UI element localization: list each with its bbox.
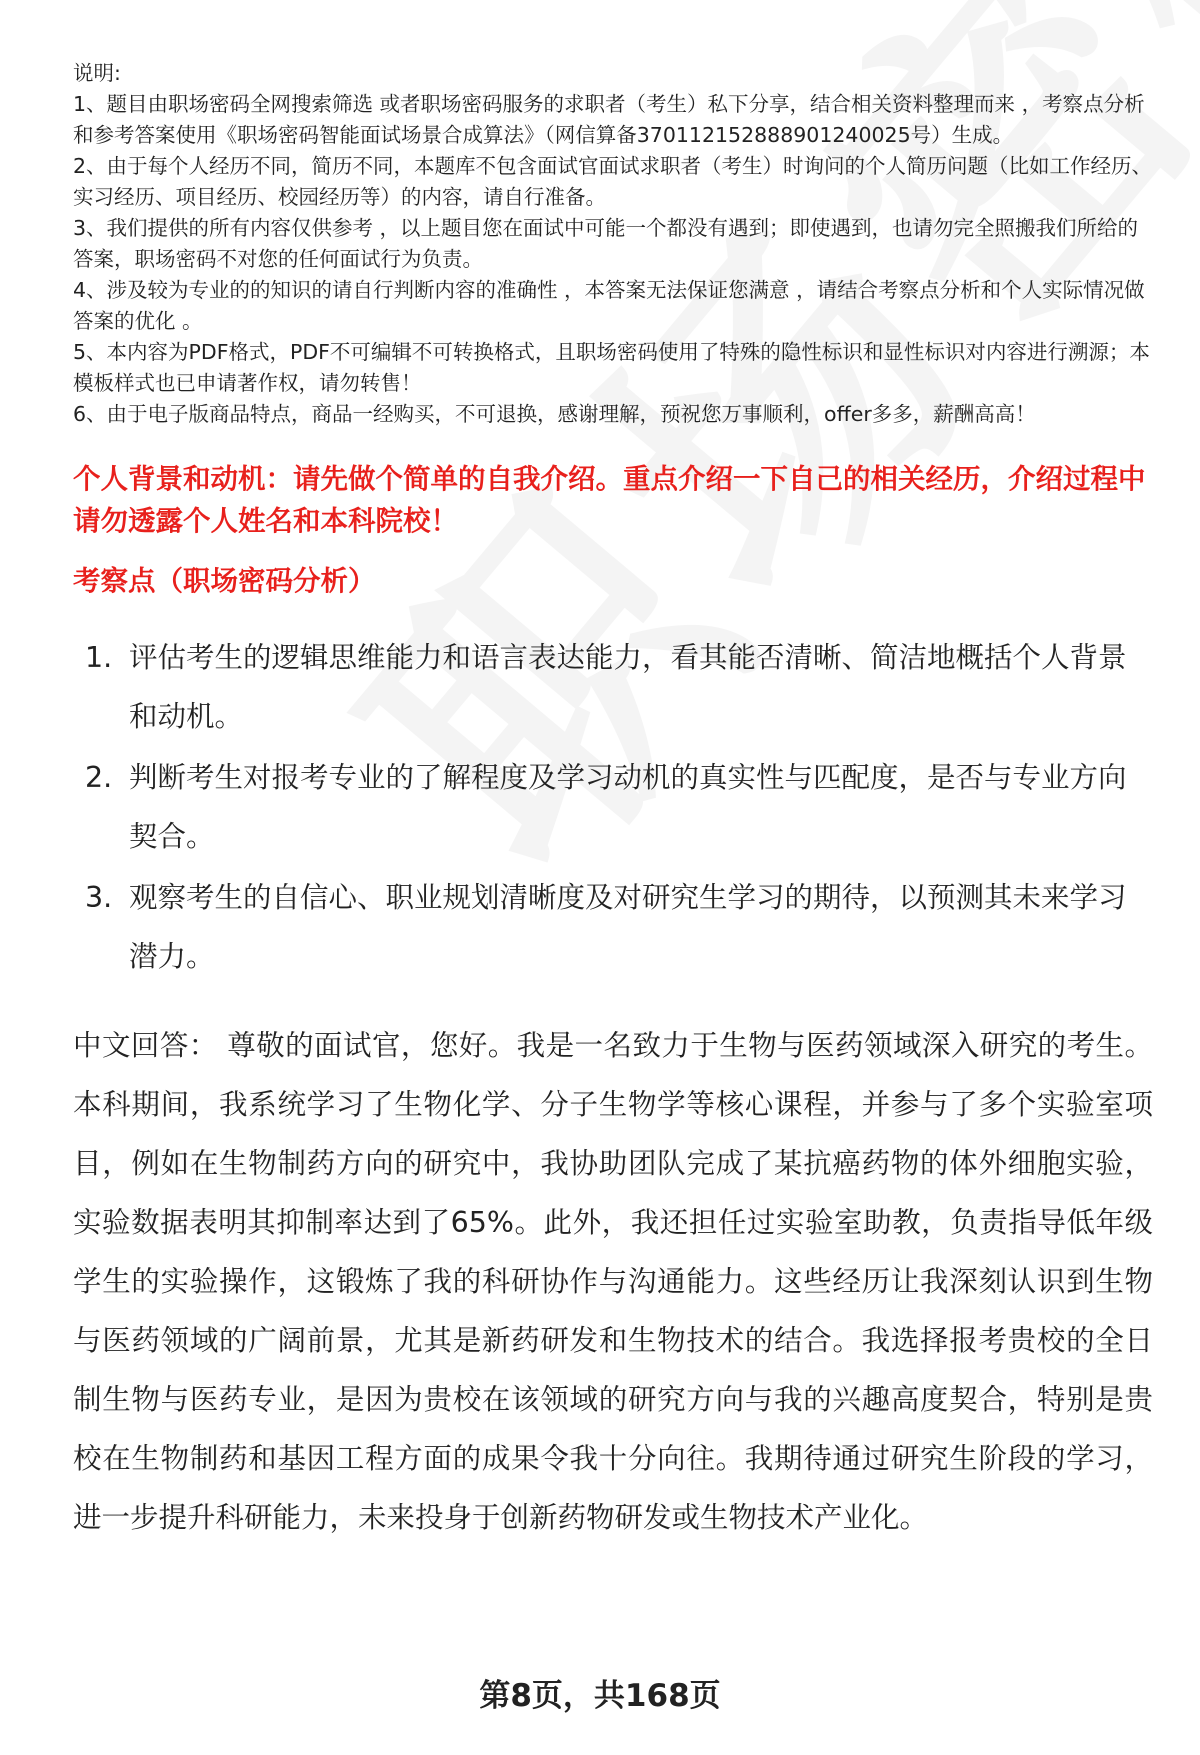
point-number: 1. [85, 641, 113, 674]
point-text: 判断考生对报考专业的了解程度及学习动机的真实性与匹配度，是否与专业方向契合。 [129, 761, 1127, 853]
analysis-points [73, 628, 1153, 986]
notes-section [73, 58, 1153, 430]
note-item: 2、由于每个人经历不同，简历不同，本题库不包含面试官面试求职者（考生）时询问的个人简历问题（比如工作经历、实习经历、项目经历、校园经历等）的内容，请自行准备。 [73, 154, 1153, 209]
point-number: 3. [85, 881, 113, 914]
analysis-title: 考察点（职场密码分析） [73, 565, 376, 597]
note-item: 1、题目由职场密码全网搜索筛选 或者职场密码服务的求职者（考生）私下分享，结合相关资料整理而来 ，考察点分析和参考答案使用《职场密码智能面试场景合成算法》（网信算备370112152888901240025号）生成。 [73, 92, 1145, 147]
analysis-point [73, 748, 1153, 866]
note-item: 5、本内容为PDF格式，PDF不可编辑不可转换格式，且职场密码使用了特殊的隐性标识和显性标识对内容进行溯源；本模板样式也已申请著作权，请勿转售！ [73, 340, 1150, 395]
analysis-point [73, 868, 1153, 986]
notes-title: 说明: [73, 61, 121, 85]
note-item: 3、我们提供的所有内容仅供参考 ，以上题目您在面试中可能一个都没有遇到；即使遇到，也请勿完全照搬我们所给的答案，职场密码不对您的任何面试行为负责。 [73, 216, 1139, 271]
answer-text: 中文回答： 尊敬的面试官，您好。我是一名致力于生物与医药领域深入研究的考生。本科期间，我系统学习了生物化学、分子生物学等核心课程，并参与了多个实验室项目，例如在生物制药方向的研究中，我协助团队完成了某抗癌药物的体外细胞实验，实验数据表明其抑制率达到了65%。此外，我还担任过实验室助教，负责指导低年级学生的实验操作，这锻炼了我的科研协作与沟通能力。这些经历让我深刻认识到生物与医药领域的广阔前景，尤其是新药研发和生物技术的结合。我选择报考贵校的全日制生物与医药专业，是因为贵校在该领域的研究方向与我的兴趣高度契合，特别是贵校在生物制药和基因工程方面的成果令我十分向往。我期待通过研究生阶段的学习，进一步提升科研能力，未来投身于创新药物研发或生物技术产业化。 [73, 1029, 1153, 1534]
note-item: 4、涉及较为专业的的知识的请自行判断内容的准确性 ，本答案无法保证您满意 ，请结合考察点分析和个人实际情况做答案的优化 。 [73, 278, 1145, 333]
point-text: 评估考生的逻辑思维能力和语言表达能力，看其能否清晰、简洁地概括个人背景和动机。 [129, 641, 1127, 733]
question-heading: 个人背景和动机：请先做个简单的自我介绍。重点介绍一下自己的相关经历，介绍过程中请勿透露个人姓名和本科院校！ [73, 463, 1146, 537]
document-page [73, 58, 1153, 1547]
page-number: 第8页，共168页 [479, 1678, 721, 1714]
note-item: 6、由于电子版商品特点，商品一经购买，不可退换，感谢理解，预祝您万事顺利，offer多多，薪酬高高！ [73, 402, 1036, 426]
analysis-point [73, 628, 1153, 746]
point-text: 观察考生的自信心、职业规划清晰度及对研究生学习的期待，以预测其未来学习潜力。 [129, 881, 1127, 973]
point-number: 2. [85, 761, 113, 794]
